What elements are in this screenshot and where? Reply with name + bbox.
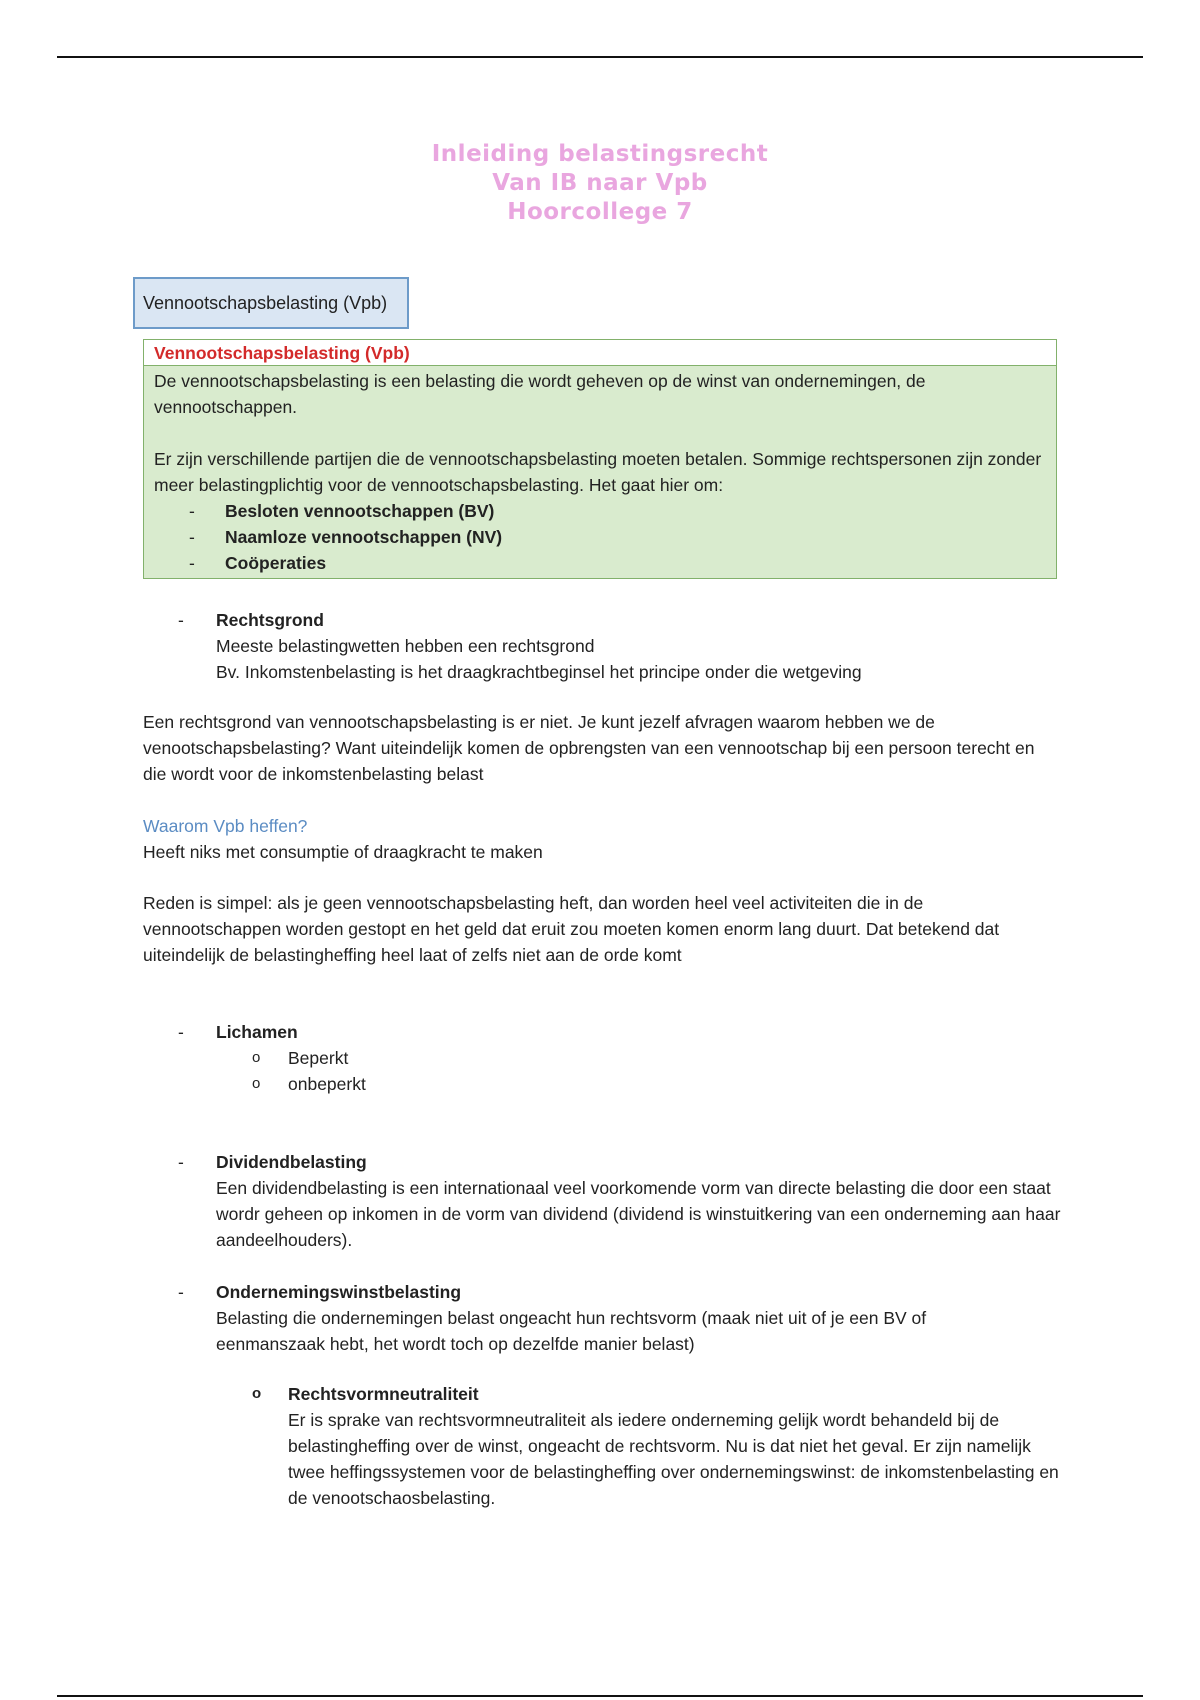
dividend-label: Dividendbelasting <box>216 1152 367 1172</box>
title-line-2: Van IB naar Vpb <box>492 170 708 196</box>
waarom-block <box>143 813 1063 865</box>
card-body <box>143 366 1057 579</box>
list-item: - Naamloze vennootschappen (NV) <box>154 524 1046 550</box>
rechtsgrond-paragraph: Een rechtsgrond van vennootschapsbelasting is er niet. Je kunt jezelf afvragen waarom hebben we de venootschapsbelasting? Want uiteindelijk komen de opbrengsten van een vennootschap bij een persoon terecht en die wordt voor de inkomstenbelasting belast <box>143 712 1035 784</box>
rechtsgrond-label: Rechtsgrond <box>216 610 324 630</box>
waarom-line: Heeft niks met consumptie of draagkracht te maken <box>143 842 543 862</box>
dash-marker: - <box>178 1282 184 1302</box>
title-line-1: Inleiding belastingsrecht <box>431 141 769 167</box>
lichamen-label: Lichamen <box>216 1022 298 1042</box>
circle-marker: o <box>252 1049 261 1066</box>
rechtsgrond-line-2: Bv. Inkomstenbelasting is het draagkrachtbeginsel het principe onder die wetgeving <box>216 662 862 682</box>
circle-marker: o <box>252 1385 262 1402</box>
rechtsvorm-text: Er is sprake van rechtsvormneutraliteit als iedere onderneming gelijk wordt behandeld bij de belastingheffing over de winst, ongeacht de rechtsvorm. Nu is dat niet het geval. Er zijn namelijk twee heffingssystemen voor de belastingheffing over ondernemingswinst: de inkomstenbelasting en de venootschaosbelasting. <box>288 1410 1059 1508</box>
taxpayer-list <box>154 498 1046 576</box>
rechtsgrond-line-1: Meeste belastingwetten hebben een rechtsgrond <box>216 636 595 656</box>
ondernemings-label: Ondernemingswinstbelasting <box>216 1282 462 1302</box>
card-paragraph-2: Er zijn verschillende partijen die de vennootschapsbelasting moeten betalen. Sommige rechtspersonen zijn zonder meer belastingplichtig voor de vennootschapsbelasting. Het gaat hier om: <box>154 449 1042 495</box>
definition-card <box>143 339 1057 579</box>
dash-marker: - <box>189 501 195 521</box>
ondernemings-text: Belasting die ondernemingen belast ongeacht hun rechtsvorm (maak niet uit of je een BV of eenmanszaak hebt, het wordt toch op dezelfde manier belast) <box>216 1308 927 1354</box>
dividend-text: Een dividendbelasting is een internationaal veel voorkomende vorm van directe belasting die door een staat wordr geheen op inkomen in de vorm van dividend (dividend is winstuitkering van een onderneming aan haar aandeelhouders). <box>216 1178 1061 1250</box>
dash-marker: - <box>178 610 184 630</box>
dash-marker: - <box>189 527 195 547</box>
dash-marker: - <box>178 1152 184 1172</box>
card-title: Vennootschapsbelasting (Vpb) <box>143 339 1057 366</box>
card-paragraph-1: De vennootschapsbelasting is een belasting die wordt geheven op de winst van ondernemingen, de vennootschappen. <box>154 371 926 417</box>
rechtsvorm-label: Rechtsvormneutraliteit <box>288 1384 479 1404</box>
list-item: - Besloten vennootschappen (BV) <box>154 498 1046 524</box>
waarom-heading: Waarom Vpb heffen? <box>143 816 308 836</box>
bottom-rule <box>57 1695 1143 1697</box>
page-title <box>0 140 1200 227</box>
reden-paragraph: Reden is simpel: als je geen vennootschapsbelasting heft, dan worden heel veel activiteiten die in de vennootschappen worden gestopt en het geld dat eruit zou moeten komen enorm lang duurt. Dat betekend dat uiteindelijk de belastingheffing heel laat of zelfs niet aan de orde komt <box>143 893 1000 965</box>
dash-marker: - <box>189 553 195 573</box>
title-line-3: Hoorcollege 7 <box>507 199 693 225</box>
section-heading-box: Vennootschapsbelasting (Vpb) <box>133 277 409 329</box>
top-rule <box>57 56 1143 58</box>
circle-marker: o <box>252 1075 261 1092</box>
dash-marker: - <box>178 1022 184 1042</box>
list-item: - Coöperaties <box>154 550 1046 576</box>
